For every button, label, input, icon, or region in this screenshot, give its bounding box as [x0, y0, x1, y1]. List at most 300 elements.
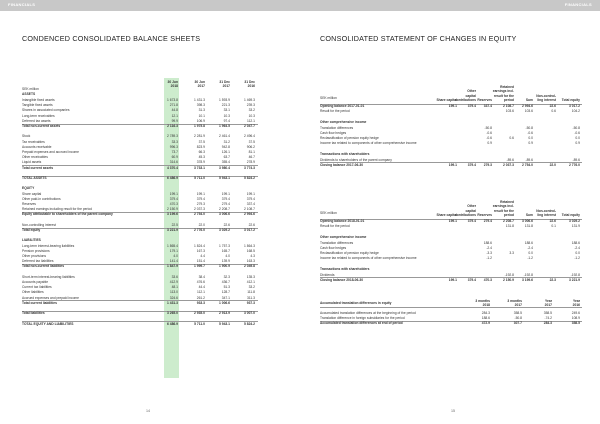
cell-value: 3 265.0: [167, 311, 178, 316]
row-label: Dividends to shareholders of the parent company: [320, 157, 392, 162]
cell-value: 31.2: [223, 139, 230, 144]
row-label: Short-term interest-bearing liabilities: [22, 274, 75, 279]
cell-value: 2 108.7: [244, 207, 255, 212]
row-label: Transactions with shareholders: [320, 152, 370, 157]
cell-value: 261.2: [196, 295, 205, 300]
cell-value: 379.4: [467, 104, 476, 108]
row-label: LIABILITIES: [22, 238, 41, 243]
row-label: Result for the period: [320, 224, 350, 229]
cell-value: 4.3: [250, 254, 255, 258]
cell-value: 3 029.2: [219, 228, 230, 232]
row-label: Deferred tax liabilities: [22, 259, 54, 264]
cell-value: 1 975.8: [194, 124, 205, 128]
cell-value: 279.3: [196, 202, 205, 206]
cell-value: 279.4: [221, 202, 230, 206]
cell-value: 199.1: [196, 191, 205, 196]
cell-value: 2 913.9: [219, 311, 230, 316]
row-label: Other comprehensive income: [320, 235, 367, 240]
row-label: Income tax related to components of other comprehensive income: [320, 256, 417, 261]
cell-value: 199.1: [448, 104, 457, 108]
table-row: [22, 124, 258, 129]
row-label: Dividends: [320, 272, 335, 277]
cell-value: 141.4: [169, 259, 178, 264]
row-separator: [320, 307, 582, 308]
cell-value: 412.9: [169, 280, 178, 284]
row-label: Other comprehensive income: [320, 120, 367, 125]
cell-value: -0.6: [486, 136, 492, 140]
cell-value: -2.4: [486, 245, 492, 250]
cell-value: 0.9: [575, 141, 580, 146]
cell-value: 1 593.9: [219, 98, 230, 102]
cell-value: 0.9: [487, 141, 492, 146]
cell-value: 0.0: [528, 251, 533, 255]
table-row: [320, 321, 582, 326]
page-number: 15: [451, 409, 455, 413]
cell-value: 284.3: [481, 311, 490, 315]
cell-value: -1.2: [527, 256, 533, 261]
column-header: Retained earnings incl. result for the period: [492, 200, 514, 217]
cell-value: 2 208.7: [503, 219, 514, 223]
cell-value: 0.0: [575, 136, 580, 140]
cell-value: 199.1: [448, 219, 457, 223]
cell-value: 3.3: [509, 251, 514, 255]
column-header: Year 2017: [544, 298, 552, 307]
cell-value: 48.1: [171, 285, 178, 290]
column-header: Retained earnings incl. result for the period: [492, 85, 514, 102]
cell-value: 2 037.3: [194, 207, 205, 212]
cell-value: 379.4: [467, 219, 476, 223]
table-heading: Accumulated translation differences in equity: [320, 301, 392, 305]
cell-value: 278.9: [246, 160, 255, 165]
row-label: Pension provisions: [22, 248, 50, 253]
cell-value: 46.7: [248, 155, 255, 160]
row-label: Total current assets: [22, 165, 54, 170]
cell-value: -89.6: [572, 157, 580, 162]
cell-value: 126.1: [221, 150, 230, 154]
cell-value: 97.4: [223, 118, 230, 123]
cell-value: 128.7: [221, 290, 230, 295]
cell-value: 31.3: [198, 108, 205, 113]
cell-value: 4.0: [225, 254, 230, 258]
cell-value: 2 935.0: [194, 311, 205, 316]
cell-value: 470.3: [169, 202, 178, 206]
cell-value: 347.1: [221, 295, 230, 300]
cell-value: 6 486.9: [167, 176, 178, 180]
column-header: 3 months 2017: [507, 298, 522, 307]
cell-value: 22.6: [223, 222, 230, 227]
cell-value: 5 824.2: [244, 176, 255, 180]
cell-value: 249.6: [571, 311, 580, 315]
cell-value: -2.4: [574, 245, 580, 250]
cell-value: 4.4: [200, 254, 205, 258]
cell-value: 6 486.9: [167, 321, 178, 326]
cell-value: 937.3: [246, 300, 255, 305]
cell-value: 135.3: [246, 274, 255, 279]
row-label: Deferred tax assets: [22, 118, 51, 123]
cell-value: 2 496.4: [244, 134, 255, 139]
cell-value: 108.9: [571, 316, 580, 321]
cell-value: 358.5: [513, 311, 522, 315]
cell-value: -192.8: [504, 272, 514, 277]
row-label: Total liabilities: [22, 311, 45, 316]
cell-value: 60.9: [171, 155, 178, 160]
cell-value: 167.3: [196, 248, 205, 253]
cell-value: -50.8: [484, 125, 492, 130]
cell-value: 311.3: [246, 295, 255, 300]
cell-value: 0.9: [528, 141, 533, 146]
cell-value: 139.9: [221, 259, 230, 264]
row-label: Prepaid expenses and accrued income: [22, 150, 79, 154]
cell-value: 199.1: [221, 191, 230, 196]
row-label: Opening balance 2018-01-01: [320, 219, 365, 223]
unit-label: SEK million: [320, 211, 337, 215]
cell-value: 355.4: [221, 160, 230, 165]
cell-value: 32.3: [223, 274, 230, 279]
cell-value: 22.6: [549, 104, 556, 108]
cell-value: 1 757.3: [219, 243, 230, 248]
cell-value: 112.1: [196, 290, 205, 295]
cell-value: 379.4: [169, 196, 178, 201]
cell-value: 3 029.2: [569, 219, 580, 223]
cell-value: 279.4: [483, 219, 492, 223]
cell-value: 2 789.3: [167, 134, 178, 139]
cell-value: -3.3: [486, 251, 492, 255]
cell-value: -50.8: [572, 125, 580, 130]
cell-value: 22.0: [549, 162, 556, 167]
row-label: Intangible fixed assets: [22, 98, 55, 102]
cell-value: 271.8: [169, 103, 178, 108]
cell-value: 2 776.0: [569, 162, 580, 167]
column-header: Non-control- ling interest: [536, 93, 556, 102]
cell-value: 314.6: [169, 160, 178, 165]
cell-value: 199.1: [448, 162, 457, 167]
cell-value: 337.4: [483, 104, 492, 108]
cell-value: 104.2: [571, 109, 580, 114]
row-label: Other receivables: [22, 155, 48, 160]
page-number: 14: [146, 409, 150, 413]
row-label: Accounts payable: [22, 280, 49, 284]
cell-value: 3 733.1: [194, 165, 205, 170]
table-row: [320, 141, 582, 146]
row-label: Other provisions: [22, 254, 47, 258]
cell-value: 0.1: [551, 224, 556, 229]
column-header: Other capital contributions: [454, 204, 476, 217]
cell-value: 2 047.7: [244, 124, 255, 128]
cell-value: 398.3: [196, 103, 205, 108]
row-label: Long-term receivables: [22, 113, 55, 118]
cell-value: 5 711.0: [194, 176, 205, 180]
cell-value: 131.9: [571, 224, 580, 229]
row-label: Reserves: [22, 202, 36, 206]
equity-changes-page: [300, 0, 600, 424]
cell-value: 131.8: [505, 224, 514, 229]
cell-value: 996.3: [169, 144, 178, 149]
cell-value: 1 900.9: [219, 264, 230, 269]
cell-value: 10.3: [248, 113, 255, 118]
cell-value: 4 370.4: [167, 165, 178, 170]
table-row: [320, 109, 582, 114]
column-header: 30 Jun 2017: [194, 79, 205, 88]
cell-value: 73.7: [171, 150, 178, 154]
cell-value: 933.3: [196, 300, 205, 305]
cell-value: 3 006.6: [219, 212, 230, 217]
cell-value: 906.2: [246, 144, 255, 149]
row-label: Closing balance 2017-06-30: [320, 162, 364, 167]
cell-value: 3 980.4: [219, 165, 230, 170]
page-title: CONSOLIDATED STATEMENT OF CHANGES IN EQUITY: [320, 34, 517, 43]
cell-value: 379.4: [196, 196, 205, 201]
cell-value: -50.8: [514, 316, 522, 321]
cell-value: 221.3: [221, 103, 230, 108]
cell-value: 199.1: [169, 191, 178, 196]
cell-value: 10.1: [198, 113, 205, 118]
cell-value: -1.2: [486, 256, 492, 261]
row-label: Non-controlling interest: [22, 222, 56, 227]
row-label: Accounts receivable: [22, 144, 52, 149]
cell-value: 942.8: [221, 144, 230, 149]
cell-value: 2 754.0: [194, 212, 205, 217]
cell-value: 2 116.3: [167, 124, 178, 128]
cell-value: 3 221.9: [167, 228, 178, 232]
cell-value: 103.6: [505, 109, 514, 114]
cell-value: 284.3: [543, 321, 552, 326]
column-header: Sum: [525, 212, 533, 217]
cell-value: 3 006.6: [522, 219, 533, 223]
cell-value: 179.1: [169, 248, 178, 253]
table-row: [320, 256, 582, 261]
table-row: [22, 322, 258, 327]
unit-label: SEK million: [22, 87, 39, 91]
cell-value: -192.8: [570, 272, 580, 277]
cell-value: 1 864.3: [244, 243, 255, 248]
cell-value: 476.6: [196, 280, 205, 284]
row-label: TOTAL EQUITY AND LIABILITIES: [22, 321, 74, 326]
column-header: Year 2016: [572, 298, 580, 307]
cell-value: 33.3: [171, 139, 178, 144]
row-label: Total current liabilities: [22, 300, 57, 305]
row-label: Translation difference in foreign subsidiaries for the period: [320, 316, 405, 321]
top-bar: [0, 0, 300, 11]
cell-value: 1 469.3: [244, 98, 255, 102]
cell-value: 2 037.3: [503, 162, 514, 167]
row-label: Income tax related to components of other comprehensive income: [320, 141, 417, 146]
table-row: [320, 224, 582, 229]
cell-value: 188.6: [571, 240, 580, 245]
cell-value: 10.3: [223, 113, 230, 118]
row-label: Transactions with shareholders: [320, 267, 370, 272]
cell-value: -50.8: [525, 125, 533, 130]
cell-value: 1 847.9: [167, 264, 178, 269]
cell-value: 66.3: [198, 150, 205, 154]
table-row: [22, 301, 258, 306]
cell-value: -89.6: [506, 157, 514, 162]
column-header: Reserves: [477, 212, 492, 217]
table-row: [320, 278, 582, 283]
cell-value: 1 673.8: [167, 98, 178, 102]
cell-value: 337.4: [246, 202, 255, 206]
cell-value: 188.6: [524, 240, 533, 245]
cell-value: 3 017.2: [569, 104, 580, 108]
cell-value: 2 150.9: [167, 207, 178, 212]
table-row: [22, 176, 258, 181]
cell-value: 379.4: [467, 162, 476, 167]
cell-value: 2 049.8: [244, 264, 255, 269]
column-header: Total equity: [561, 212, 580, 217]
cell-value: 188.6: [481, 316, 490, 321]
row-label: Tax receivables: [22, 139, 45, 144]
cell-value: 3 199.6: [522, 277, 533, 282]
cell-value: 358.5: [543, 311, 552, 315]
row-label: Total equity: [22, 228, 41, 232]
row-label: Retained earnings including result for the period: [22, 207, 93, 212]
cell-value: 44.4: [198, 285, 205, 290]
cell-value: -0.6: [527, 130, 533, 135]
cell-value: 1 431.3: [167, 300, 178, 305]
cell-value: -0.6: [486, 130, 492, 135]
cell-value: 239.3: [246, 103, 255, 108]
cell-value: 99.9: [171, 118, 178, 123]
section-heading: ASSETS: [22, 92, 36, 96]
cell-value: 63.7: [223, 155, 230, 160]
row-label: TOTAL ASSETS: [22, 176, 47, 180]
row-label: EQUITY: [22, 186, 35, 191]
table-row: [22, 166, 258, 171]
row-label: Stock: [22, 134, 31, 139]
cell-value: 106.9: [196, 118, 205, 123]
column-header: Non-control- ling interest: [536, 208, 556, 217]
cell-value: 2 776.0: [194, 228, 205, 232]
cell-value: 470.3: [483, 277, 492, 282]
cell-value: 33.1: [223, 108, 230, 113]
cell-value: 33.6: [171, 274, 178, 279]
row-label: Cash flow hedges: [320, 245, 347, 250]
cell-value: 45.3: [198, 155, 205, 160]
row-label: Total non-current liabilities: [22, 264, 65, 269]
cell-value: 22.6: [248, 222, 255, 227]
row-label: Result for the period: [320, 109, 350, 114]
cell-value: 1 999.7: [194, 264, 205, 269]
row-label: Reclassification of pension equity hedge: [320, 251, 379, 255]
table-row: [22, 228, 258, 233]
column-header: 31 Dec 2017: [219, 79, 230, 88]
cell-value: 3 017.2: [244, 228, 255, 232]
cell-value: 324.6: [169, 295, 178, 300]
row-label: Reclassification of pension equity hedge: [320, 136, 379, 140]
column-header: Total equity: [561, 97, 580, 102]
cell-value: 2 994.6: [244, 212, 255, 217]
cell-value: 472.9: [481, 321, 490, 326]
row-label: Accumulated translation differences at end of period: [320, 321, 403, 326]
cell-value: 379.4: [221, 196, 230, 201]
cell-value: 5 824.2: [244, 321, 255, 326]
table-row: [22, 264, 258, 269]
cell-value: 5 711.0: [194, 321, 205, 326]
cell-value: 378.9: [196, 160, 205, 165]
column-header: Reserves: [477, 97, 492, 102]
section-tag: FINANCIALS: [8, 2, 36, 7]
row-label: Equity attributable to shareholders of the parent company: [22, 212, 113, 217]
cell-value: 0.6: [509, 136, 514, 140]
cell-value: 2 994.6: [522, 104, 533, 108]
cell-value: 37.5: [248, 139, 255, 144]
row-label: Tangible fixed assets: [22, 103, 53, 108]
column-header: Sum: [525, 97, 533, 102]
top-bar: [300, 0, 600, 11]
row-label: Total non-current assets: [22, 124, 61, 128]
cell-value: 51.3: [223, 285, 230, 290]
row-label: Shares in associated companies: [22, 108, 70, 113]
cell-value: -2.4: [527, 245, 533, 250]
cell-value: -74.2: [544, 316, 552, 321]
cell-value: 22.5: [171, 222, 178, 227]
row-label: Opening balance 2017-01-01: [320, 104, 365, 108]
cell-value: 2 150.9: [503, 277, 514, 282]
cell-value: 38.4: [198, 274, 205, 279]
cell-value: 1 006.6: [219, 300, 230, 305]
cell-value: 2 281.9: [194, 134, 205, 139]
cell-value: 2 461.4: [219, 134, 230, 139]
cell-value: 307.7: [513, 321, 522, 326]
cell-value: 2 108.7: [503, 104, 514, 108]
column-header: Share capital: [436, 97, 457, 102]
cell-value: 44.8: [171, 108, 178, 113]
cell-value: 199.1: [246, 191, 255, 196]
row-label: Long-term interest-bearing liabilities: [22, 243, 75, 248]
cell-value: 22.6: [549, 219, 556, 223]
cell-value: 0.6: [551, 109, 556, 114]
row-label: Accumulated translation differences at the beginning of the period: [320, 311, 416, 315]
cell-value: 3 221.9: [569, 277, 580, 282]
table-row: [22, 212, 258, 217]
row-label: Other liabilities: [22, 290, 44, 295]
cell-value: 113.0: [169, 290, 178, 295]
page-title: CONDENCED CONSOLIDATED BALANCE SHEETS: [22, 34, 201, 43]
cell-value: 188.6: [483, 240, 492, 245]
cell-value: 379.4: [246, 196, 255, 201]
cell-value: 436.7: [221, 280, 230, 284]
cell-value: -192.8: [523, 272, 533, 277]
cell-value: 5 943.1: [219, 176, 230, 180]
cell-value: 33.2: [248, 108, 255, 113]
table-row: [22, 311, 258, 316]
cell-value: -89.6: [525, 157, 533, 162]
row-label: Accrued expenses and prepaid income: [22, 295, 79, 300]
cell-value: 199.1: [448, 277, 457, 282]
cell-value: 1 824.4: [194, 243, 205, 248]
column-header: 3 months 2018: [475, 298, 490, 307]
row-label: Translation differences: [320, 125, 354, 130]
cell-value: 2 208.7: [219, 207, 230, 212]
cell-value: 2 754.0: [522, 162, 533, 167]
cell-value: 3 199.6: [167, 212, 178, 217]
cell-value: 379.4: [467, 277, 476, 282]
column-header: Other capital contributions: [454, 89, 476, 102]
row-label: Share capital: [22, 191, 42, 196]
cell-value: 33.2: [248, 285, 255, 290]
section-tag: FINANCIALS: [564, 2, 592, 7]
column-header: 30 Jun 2018: [167, 79, 178, 88]
column-header: Share capital: [436, 212, 457, 217]
cell-value: 165.7: [221, 248, 230, 253]
cell-value: 22.0: [198, 222, 205, 227]
cell-value: 823.9: [196, 144, 205, 149]
column-header: 31 Dec 2016: [244, 79, 255, 88]
cell-value: 151.4: [196, 259, 205, 264]
cell-value: 5 943.1: [219, 321, 230, 326]
row-label: Cash flow hedges: [320, 130, 347, 135]
row-label: Other paid-in contributions: [22, 196, 61, 201]
cell-value: 168.5: [246, 248, 255, 253]
